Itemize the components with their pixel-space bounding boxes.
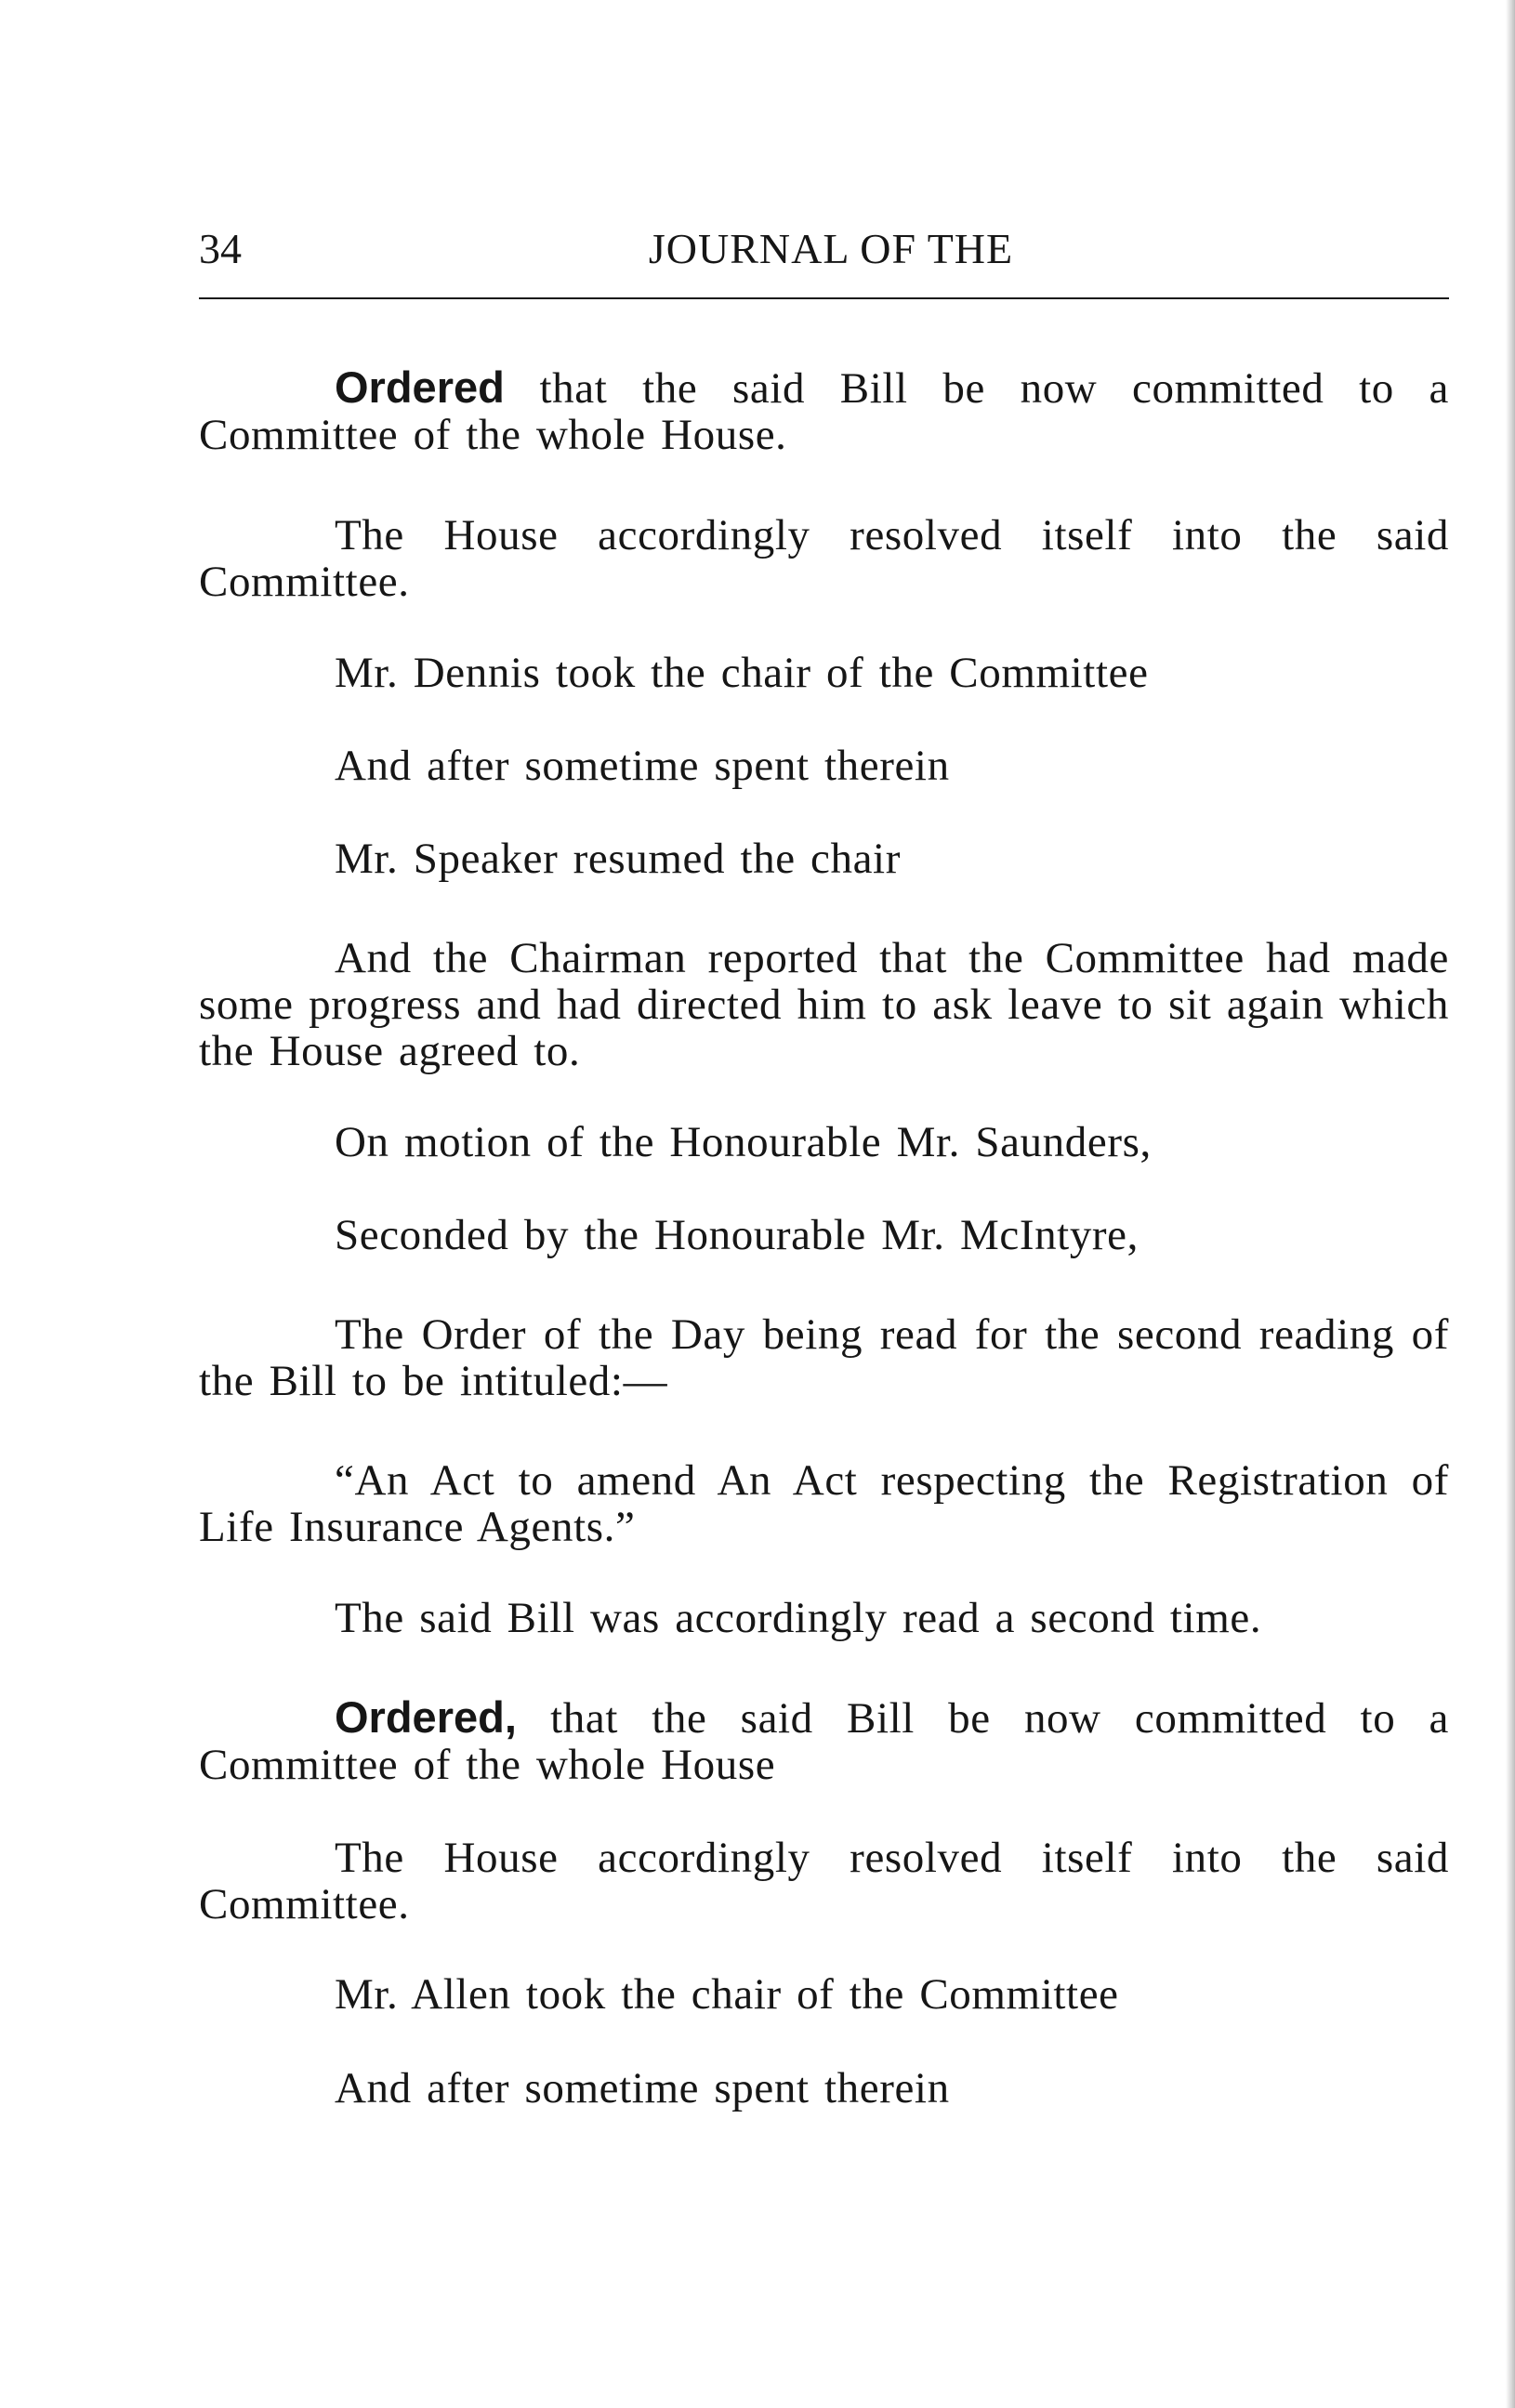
paragraph-dennis-chair [199,650,1449,696]
page-header [199,221,1449,277]
paragraph-speaker-resumed [199,836,1449,882]
paragraph-chairman-reported [199,935,1449,1074]
paragraph-text: “An Act to amend An Act respecting the Registration of Life Insurance Agents.” [199,1456,1449,1551]
paragraph-seconded-mcintyre [199,1212,1449,1258]
paragraph-motion-saunders [199,1119,1449,1165]
paragraph-text: On motion of the Honourable Mr. Saunders, [335,1118,1152,1166]
header-rule [199,297,1449,299]
paragraph-text: And the Chairman reported that the Committee had made some progress and had directed him to ask leave to sit again which the House agreed to. [199,934,1449,1075]
page-edge-shadow [1506,0,1515,2408]
paragraph-second-reading [199,1595,1449,1641]
paragraph-text: that the said Bill be now committed to a Committee of the whole House. [199,364,1449,459]
paragraph-text: Seconded by the Honourable Mr. McIntyre, [335,1211,1139,1259]
paragraph-ordered-committed-2 [199,1694,1449,1788]
paragraph-text: The House accordingly resolved itself into the said Committee. [199,1834,1449,1928]
paragraph-act-title [199,1457,1449,1550]
paragraph-time-spent-2 [199,2065,1449,2112]
paragraph-text: Mr. Speaker resumed the chair [335,835,901,883]
paragraph-ordered-committed [199,364,1449,458]
paragraph-allen-chair [199,1971,1449,2018]
page-number: 34 [199,225,242,272]
paragraph-time-spent [199,743,1449,789]
ordered-lead: Ordered, [335,1692,517,1742]
paragraph-text: that the said Bill be now committed to a Committee of the whole House [199,1694,1449,1789]
running-head: JOURNAL OF THE [648,225,1014,272]
paragraph-order-of-day [199,1311,1449,1404]
paragraph-text: The said Bill was accordingly read a second time. [335,1594,1262,1642]
paragraph-text: The Order of the Day being read for the second reading of the Bill to be intituled:— [199,1310,1449,1405]
ordered-lead: Ordered [335,362,505,412]
paragraph-text: And after sometime spent therein [335,742,950,790]
paragraph-text: Mr. Allen took the chair of the Committee [335,1970,1119,2019]
paragraph-text: And after sometime spent therein [335,2064,950,2112]
journal-body [199,364,1449,2112]
paragraph-text: The House accordingly resolved itself into the said Committee. [199,511,1449,606]
paragraph-text: Mr. Dennis took the chair of the Committee [335,649,1149,697]
paragraph-resolved-committee [199,512,1449,605]
paragraph-resolved-committee-2 [199,1835,1449,1928]
